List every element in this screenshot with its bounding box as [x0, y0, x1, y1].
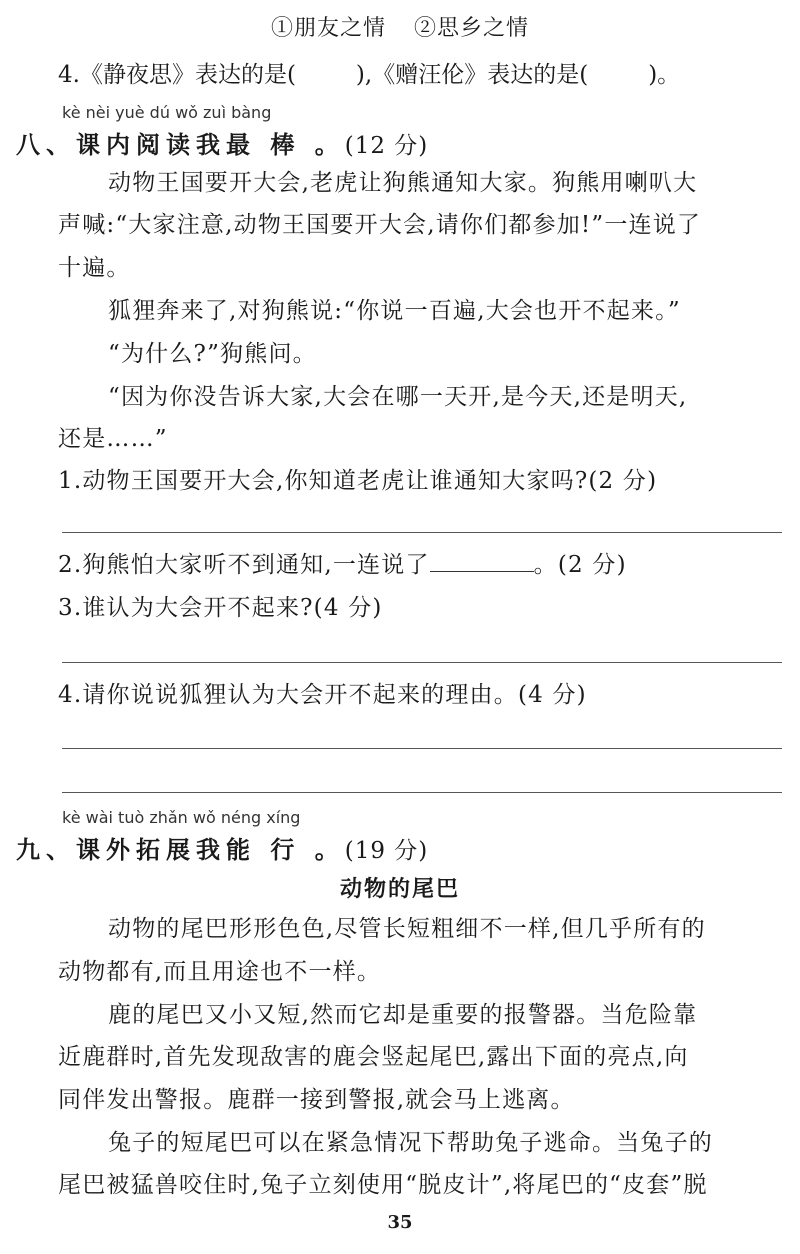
answer-options: [0, 14, 800, 44]
section9-score: (19 分): [344, 838, 429, 864]
s8-question-2: [58, 550, 627, 580]
s9-passage-line: 动物的尾巴形形色色,尽管长短粗细不一样,但几乎所有的: [108, 916, 706, 942]
s9-passage-line: 鹿的尾巴又小又短,然而它却是重要的报警器。当危险靠: [108, 1002, 698, 1028]
section9-title: 九、课外拓展我能 行 。: [16, 836, 345, 864]
s8-q1-answer-line[interactable]: [62, 532, 782, 533]
section8-pinyin: kè nèi yuè dú wǒ zuì bàng: [62, 103, 272, 122]
s8-q4-answer-line[interactable]: [62, 748, 782, 749]
option-homesickness: ②思乡之情: [414, 16, 530, 41]
s9-passage-line: 尾巴被猛兽咬住时,兔子立刻使用“脱皮计”,将尾巴的“皮套”脱: [58, 1172, 708, 1198]
page-number: 35: [387, 1212, 413, 1233]
s9-passage-line: 近鹿群时,首先发现敌害的鹿会竖起尾巴,露出下面的亮点,向: [58, 1044, 689, 1070]
s8-passage-line: 动物王国要开大会,老虎让狗熊通知大家。狗熊用喇叭大: [108, 170, 698, 196]
s9-passage-line: 动物都有,而且用途也不一样。: [58, 959, 382, 985]
section9-pinyin: kè wài tuò zhǎn wǒ néng xíng: [62, 808, 301, 827]
s8-question-3: 3.谁认为大会开不起来?(4 分): [58, 595, 383, 621]
s8-passage-line: “因为你没告诉大家,大会在哪一天开,是今天,还是明天,: [108, 384, 688, 410]
s8-passage-line: 狐狸奔来了,对狗熊说:“你说一百遍,大会也开不起来。”: [108, 298, 681, 324]
s8-q2-answer-blank[interactable]: [430, 551, 534, 572]
question-poem-emotion: [58, 60, 680, 90]
s8-question-1: 1.动物王国要开大会,你知道老虎让谁通知大家吗?(2 分): [58, 468, 658, 494]
s8-q4-answer-line-2[interactable]: [62, 792, 782, 793]
section9-heading: [16, 830, 428, 865]
s8-q3-answer-line[interactable]: [62, 662, 782, 663]
s8-passage-line: 十遍。: [58, 255, 131, 281]
option-friendship: ①朋友之情: [270, 16, 386, 41]
section8-heading: [16, 125, 428, 160]
s9-passage-line: 兔子的短尾巴可以在紧急情况下帮助兔子逃命。当兔子的: [108, 1130, 713, 1156]
section8-title: 八、课内阅读我最 棒 。: [16, 131, 345, 159]
s8-passage-line: “为什么?”狗熊问。: [108, 341, 317, 367]
s8-passage-line: 声喊:“大家注意,动物王国要开大会,请你们都参加!”一连说了: [58, 212, 702, 238]
article-title: 动物的尾巴: [339, 877, 460, 902]
question-poem-emotion-start: 4.《静夜思》表达的是(: [58, 62, 296, 88]
s8-passage-line: 还是……”: [58, 426, 168, 452]
s9-passage-line: 同伴发出警报。鹿群一接到警报,就会马上逃离。: [58, 1087, 575, 1113]
section8-score: (12 分): [344, 133, 429, 159]
s8-question-4: 4.请你说说狐狸认为大会开不起来的理由。(4 分): [58, 682, 587, 708]
s8-q2-text: 2.狗熊怕大家听不到通知,一连说了: [58, 552, 430, 578]
question-poem-emotion-end: )。: [648, 62, 681, 88]
question-poem-emotion-middle: ),《赠汪伦》表达的是(: [355, 62, 589, 88]
s8-q2-score: 。(2 分): [533, 552, 627, 578]
